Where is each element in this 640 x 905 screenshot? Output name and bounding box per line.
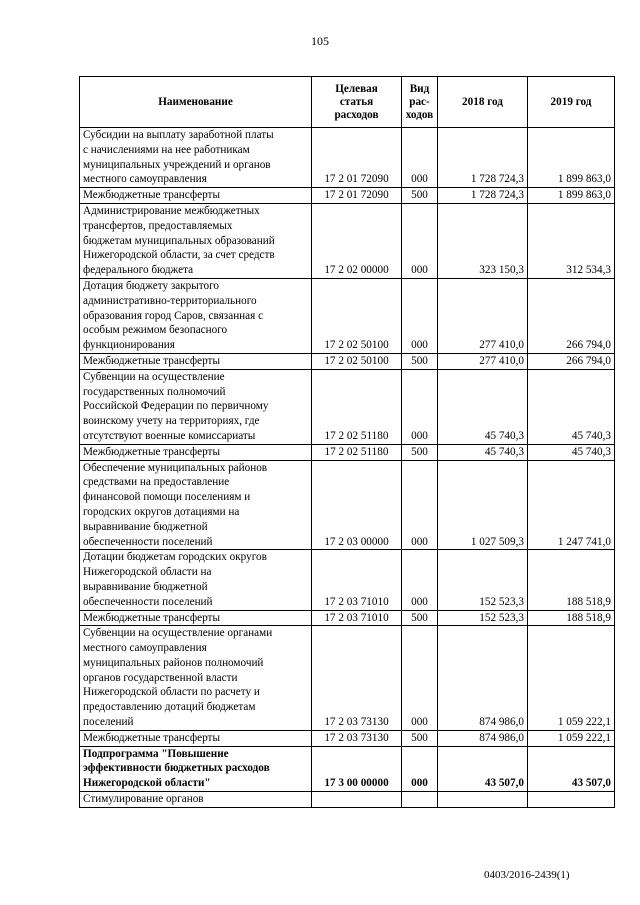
cell-name-line: Субвенции на осуществление органами [83, 627, 273, 640]
page-number: 105 [311, 34, 329, 48]
cell-name-line: Нижегородской области" [83, 777, 211, 790]
cell-2019: 45 740,3 [528, 369, 615, 444]
cell-target-article: 17 2 03 73130 [312, 626, 402, 731]
cell-2018: 45 740,3 [438, 444, 528, 460]
cell-name-line: государственных полномочий [83, 385, 226, 398]
cell-expense-type: 000 [402, 369, 438, 444]
cell-name-line: средствами на предоставление [83, 476, 230, 489]
cell-target-article: 17 2 01 72090 [312, 188, 402, 204]
cell-name-line: особым режимом безопасного [83, 324, 228, 337]
cell-2018: 1 728 724,3 [438, 188, 528, 204]
header-type-line: ходов [405, 108, 434, 121]
cell-name-line: выравнивание бюджетной [83, 580, 208, 593]
table-row [80, 369, 615, 444]
cell-2018: 874 986,0 [438, 730, 528, 746]
cell-2019: 1 899 863,0 [528, 128, 615, 188]
cell-2019: 188 518,9 [528, 550, 615, 610]
cell-target-article: 17 2 03 71010 [312, 610, 402, 626]
cell-2018: 323 150,3 [438, 203, 528, 278]
cell-target-article: 17 3 00 00000 [312, 746, 402, 791]
cell-target-article: 17 2 02 50100 [312, 353, 402, 369]
header-target-line: расходов [334, 108, 379, 121]
cell-name-line: финансовой помощи поселениям и [83, 491, 251, 504]
cell-expense-type: 500 [402, 353, 438, 369]
cell-name-line: Межбюджетные трансферты [83, 731, 220, 744]
cell-name-line: бюджетам муниципальных образований [83, 234, 275, 247]
cell-2019: 45 740,3 [528, 444, 615, 460]
cell-name [80, 792, 312, 808]
table-row [80, 128, 615, 188]
cell-target-article: 17 2 02 50100 [312, 278, 402, 353]
header-target-article [312, 77, 402, 128]
cell-name-line: Межбюджетные трансферты [83, 189, 220, 202]
cell-name [80, 353, 312, 369]
cell-name [80, 626, 312, 731]
cell-target-article: 17 2 02 51180 [312, 369, 402, 444]
cell-expense-type: 000 [402, 128, 438, 188]
cell-name-line: Дотация бюджету закрытого [83, 279, 220, 292]
cell-target-article: 17 2 03 00000 [312, 460, 402, 550]
cell-expense-type: 000 [402, 746, 438, 791]
cell-target-article: 17 2 01 72090 [312, 128, 402, 188]
cell-name-line: с начислениями на нее работникам [83, 143, 250, 156]
cell-name-line: образования город Саров, связанная с [83, 309, 264, 322]
table-row [80, 746, 615, 791]
header-expense-type [402, 77, 438, 128]
cell-name-line: Обеспечение муниципальных районов [83, 461, 268, 474]
cell-expense-type: 000 [402, 203, 438, 278]
cell-name [80, 203, 312, 278]
cell-name-line: Межбюджетные трансферты [83, 354, 220, 367]
cell-name-line: Субвенции на осуществление [83, 370, 225, 383]
cell-expense-type: 000 [402, 550, 438, 610]
cell-2018: 277 410,0 [438, 353, 528, 369]
table-row [80, 730, 615, 746]
cell-name-line: отсутствуют военные комиссариаты [83, 429, 256, 442]
header-type-line: рас- [409, 95, 430, 108]
cell-2018: 152 523,3 [438, 550, 528, 610]
cell-name [80, 369, 312, 444]
cell-name-line: городских округов дотациями на [83, 505, 240, 518]
table-body [80, 128, 615, 808]
cell-2018: 152 523,3 [438, 610, 528, 626]
cell-name-line: муниципальных учреждений и органов [83, 158, 271, 171]
cell-name-line: обеспеченности поселений [83, 535, 213, 548]
cell-2019: 1 247 741,0 [528, 460, 615, 550]
cell-name-line: муниципальных районов полномочий [83, 656, 264, 669]
cell-target-article [312, 792, 402, 808]
table-row [80, 610, 615, 626]
cell-2018: 45 740,3 [438, 369, 528, 444]
cell-name [80, 550, 312, 610]
cell-expense-type: 500 [402, 730, 438, 746]
table-row [80, 550, 615, 610]
cell-name-line: функционирования [83, 339, 175, 352]
table-row [80, 203, 615, 278]
table-row [80, 626, 615, 731]
table-row [80, 460, 615, 550]
cell-name-line: Дотации бюджетам городских округов [83, 551, 267, 564]
cell-name-line: поселений [83, 716, 134, 729]
table-row [80, 278, 615, 353]
cell-name [80, 730, 312, 746]
cell-expense-type [402, 792, 438, 808]
cell-name [80, 610, 312, 626]
cell-name-line: административно-территориального [83, 294, 257, 307]
cell-name-line: Межбюджетные трансферты [83, 445, 220, 458]
cell-expense-type: 500 [402, 444, 438, 460]
table-row [80, 188, 615, 204]
table-row [80, 792, 615, 808]
cell-target-article: 17 2 02 51180 [312, 444, 402, 460]
cell-name-line: органов государственной власти [83, 671, 238, 684]
cell-name-line: воинскому учету на территориях, где [83, 415, 260, 428]
cell-expense-type: 500 [402, 188, 438, 204]
cell-2019: 1 899 863,0 [528, 188, 615, 204]
cell-name [80, 460, 312, 550]
cell-name-line: Субсидии на выплату заработной платы [83, 129, 274, 141]
cell-2018: 277 410,0 [438, 278, 528, 353]
header-name: Наименование [80, 77, 312, 128]
cell-expense-type: 000 [402, 278, 438, 353]
cell-name-line: местного самоуправления [83, 173, 207, 186]
cell-2019: 312 534,3 [528, 203, 615, 278]
cell-name-line: федерального бюджета [83, 264, 194, 277]
cell-name-line: эффективности бюджетных расходов [83, 762, 270, 775]
table-header-row [80, 77, 615, 128]
cell-name [80, 278, 312, 353]
cell-expense-type: 000 [402, 460, 438, 550]
cell-name-line: Подпрограмма "Повышение [83, 747, 229, 760]
cell-name-line: Нижегородской области на [83, 566, 212, 579]
cell-name-line: Администрирование межбюджетных [83, 204, 260, 217]
cell-name [80, 188, 312, 204]
cell-target-article: 17 2 03 71010 [312, 550, 402, 610]
document-code: 0403/2016-2439(1) [484, 869, 570, 881]
cell-expense-type: 500 [402, 610, 438, 626]
cell-name [80, 746, 312, 791]
cell-expense-type: 000 [402, 626, 438, 731]
cell-2019 [528, 792, 615, 808]
cell-name-line: трансфертов, предоставляемых [83, 219, 233, 232]
cell-2018: 874 986,0 [438, 626, 528, 731]
cell-2019: 188 518,9 [528, 610, 615, 626]
table-row [80, 444, 615, 460]
cell-name-line: обеспеченности поселений [83, 595, 213, 608]
cell-target-article: 17 2 03 73130 [312, 730, 402, 746]
cell-2019: 43 507,0 [528, 746, 615, 791]
table-row [80, 353, 615, 369]
cell-name-line: Российской Федерации по первичному [83, 400, 269, 413]
header-2019: 2019 год [528, 77, 615, 128]
cell-2018: 1 728 724,3 [438, 128, 528, 188]
cell-name-line: предоставлению дотаций бюджетам [83, 701, 256, 714]
header-type-line: Вид [409, 82, 430, 95]
cell-name-line: местного самоуправления [83, 642, 207, 655]
cell-2018 [438, 792, 528, 808]
cell-name-line: Нижегородской области, за счет средств [83, 249, 275, 262]
cell-target-article: 17 2 02 00000 [312, 203, 402, 278]
cell-name [80, 444, 312, 460]
cell-2018: 43 507,0 [438, 746, 528, 791]
cell-name-line: Стимулирование органов [83, 793, 204, 806]
cell-name [80, 128, 312, 188]
cell-name-line: Межбюджетные трансферты [83, 611, 220, 624]
cell-2019: 266 794,0 [528, 353, 615, 369]
cell-2019: 266 794,0 [528, 278, 615, 353]
cell-2018: 1 027 509,3 [438, 460, 528, 550]
header-target-line: статья [339, 95, 374, 108]
budget-table [79, 76, 615, 808]
cell-name-line: выравнивание бюджетной [83, 520, 208, 533]
cell-2019: 1 059 222,1 [528, 730, 615, 746]
cell-name-line: Нижегородской области по расчету и [83, 686, 260, 699]
header-2018: 2018 год [438, 77, 528, 128]
cell-2019: 1 059 222,1 [528, 626, 615, 731]
header-target-line: Целевая [335, 82, 378, 95]
